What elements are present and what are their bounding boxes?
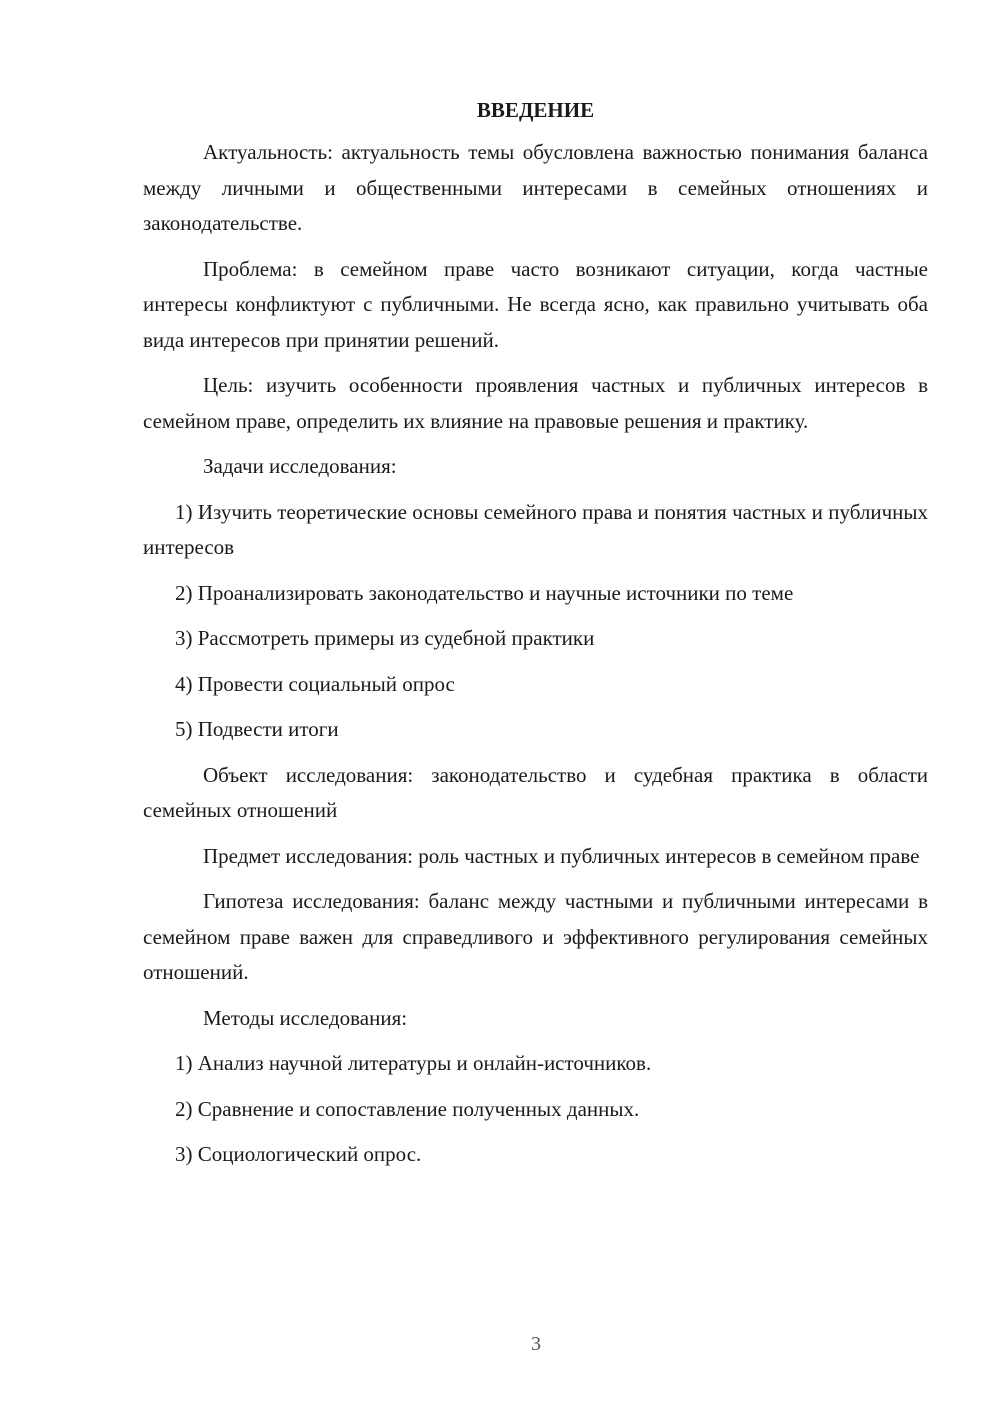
hypothesis-paragraph: Гипотеза исследования: баланс между частными и публичными интересами в семейном праве важен для справедливого и эффективного регулирования семейных отношений. — [143, 889, 928, 984]
list-item: 2) Сравнение и сопоставление полученных данных. — [175, 1096, 640, 1121]
list-item: 4) Провести социальный опрос — [175, 671, 455, 696]
section-title: ВВЕДЕНИЕ — [476, 98, 595, 122]
list-item: 5) Подвести итоги — [175, 717, 339, 741]
list-item: 3) Социологический опрос. — [175, 1142, 422, 1166]
page-number: 3 — [531, 1333, 541, 1355]
problem-paragraph: Проблема: в семейном праве часто возникают ситуации, когда частные интересы конфликтуют с публичными. Не всегда ясно, как правильно учитывать оба вида интересов при принятии решений. — [143, 256, 928, 352]
list-item: 1) Анализ научной литературы и онлайн-источников. — [175, 1051, 652, 1075]
list-item: 2) Проанализировать законодательство и научные источники по теме — [175, 580, 794, 605]
methods-list — [143, 1046, 928, 1173]
page-content — [143, 95, 928, 1183]
methods-heading: Методы исследования: — [203, 1005, 408, 1030]
list-item: 3) Рассмотреть примеры из судебной практики — [175, 626, 595, 650]
object-paragraph: Объект исследования: законодательство и судебная практика в области семейных отношений — [143, 762, 928, 822]
tasks-list — [143, 495, 928, 748]
goal-paragraph: Цель: изучить особенности проявления частных и публичных интересов в семейном праве, определить их влияние на правовые решения и практику. — [143, 373, 928, 433]
relevance-paragraph: Актуальность: актуальность темы обусловлена важностью понимания баланса между личными и общественными интересами в семейных отношениях и законодательстве. — [143, 140, 928, 235]
list-item: 1) Изучить теоретические основы семейного права и понятия частных и публичных интересов — [143, 499, 928, 559]
tasks-heading: Задачи исследования: — [203, 454, 397, 478]
subject-paragraph: Предмет исследования: роль частных и публичных интересов в семейном праве — [203, 843, 920, 868]
